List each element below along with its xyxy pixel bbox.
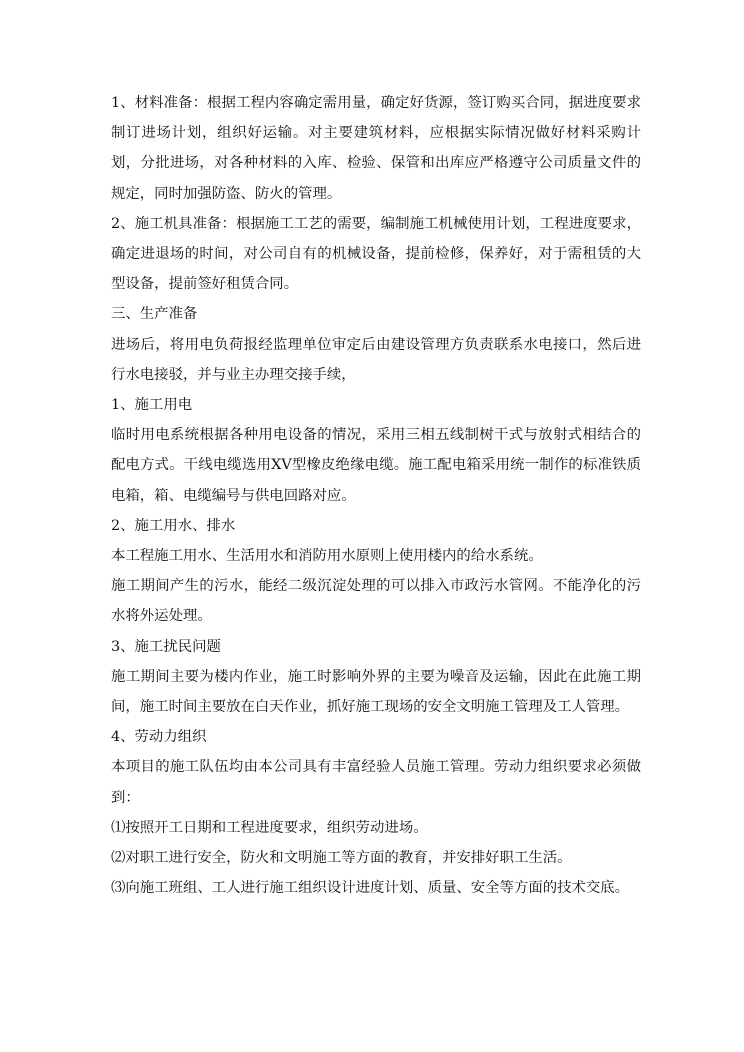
paragraph-disturbance: 施工期间主要为楼内作业，施工时影响外界的主要为噪音及运输，因此在此施工期间，施工时间主要放在白天作业，抓好施工现场的安全文明施工管理及工人管理。 <box>111 668 641 716</box>
heading-disturbance: 3、施工扰民问题 <box>111 638 221 655</box>
list-item-1: ⑴按照开工日期和工程进度要求，组织劳动进场。 <box>111 819 428 836</box>
list-item-3: ⑶向施工班组、工人进行施工组织设计进度计划、质量、安全等方面的技术交底。 <box>111 880 630 897</box>
document-body <box>111 88 641 903</box>
paragraph-water-supply: 本工程施工用水、生活用水和消防用水原则上使用楼内的给水系统。 <box>111 548 543 565</box>
list-item-2: ⑵对职工进行安全，防火和文明施工等方面的教育，并安排好职工生活。 <box>111 850 572 867</box>
heading-construction-power: 1、施工用电 <box>111 397 193 414</box>
heading-water-drainage: 2、施工用水、排水 <box>111 517 236 534</box>
paragraph-labor-requirements: 本项目的施工队伍均由本公司具有丰富经验人员施工管理。劳动力组织要求必须做到： <box>111 759 641 806</box>
paragraph-wastewater: 施工期间产生的污水，能经二级沉淀处理的可以排入市政污水管网。不能净化的污水将外运处理。 <box>111 578 641 625</box>
paragraph-site-entry: 进场后，将用电负荷报经监理单位审定后由建设管理方负责联系水电接口，然后进行水电接驳，并与业主办理交接手续， <box>111 336 641 383</box>
paragraph-machinery-prep: 2、施工机具准备：根据施工工艺的需要，编制施工机械使用计划，工程进度要求，确定进退场的时间，对公司自有的机械设备，提前检修，保养好，对于需租赁的大型设备，提前签好租赁合同。 <box>111 215 641 293</box>
paragraph-materials-prep: 1、材料准备：根据工程内容确定需用量，确定好货源，签订购买合同，据进度要求制订进场计划，组织好运输。对主要建筑材料，应根据实际情况做好材料采购计划，分批进场，对各种材料的入库、检验、保管和出库应严格遵守公司质量文件的规定，同时加强防盗、防火的管理。 <box>111 95 641 202</box>
heading-production-prep: 三、生产准备 <box>111 306 198 323</box>
heading-labor-organization: 4、劳动力组织 <box>111 729 207 746</box>
paragraph-temporary-power: 临时用电系统根据各种用电设备的情况，采用三相五线制树干式与放射式相结合的配电方式。干线电缆选用XV型橡皮绝缘电缆。施工配电箱采用统一制作的标准铁质电箱，箱、电缆编号与供电回路对应。 <box>111 427 641 504</box>
